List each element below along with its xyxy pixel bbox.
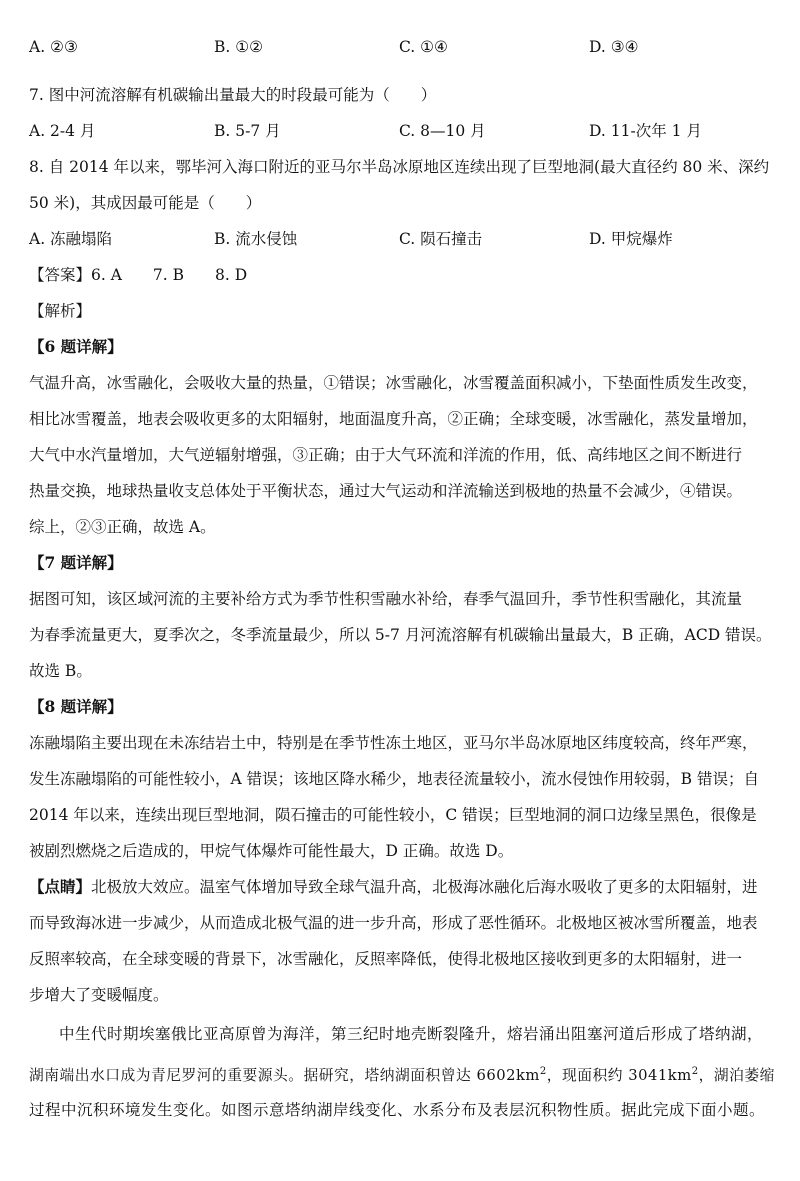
comment-label: 【点睛】 [29, 877, 92, 896]
comment-line1 [29, 876, 779, 898]
q6-option-a: A. ②③ [29, 38, 78, 56]
q7-stem: 7. 图中河流溶解有机碳输出量最大的时段最可能为（ ） [29, 86, 437, 104]
intro-line2 [29, 1061, 779, 1087]
detail8-line1: 冻融塌陷主要出现在未冻结岩土中，特别是在季节性冻土地区，亚马尔半岛冰原地区纬度较高，终年严寒， [29, 734, 758, 752]
detail7-line2: 为春季流量更大，夏季次之，冬季流量最少，所以 5-7 月河流溶解有机碳输出量最大，B 正确，ACD 错误。 [29, 626, 772, 644]
detail6-heading: 【6 题详解】 [29, 337, 123, 356]
detail6-line5: 综上，②③正确，故选 A。 [29, 518, 216, 536]
detail6-line2: 相比冰雪覆盖，地表会吸收更多的太阳辐射，地面温度升高，②正确；全球变暖，冰雪融化，蒸发量增加， [29, 410, 758, 428]
q6-option-b: B. ①② [214, 38, 264, 56]
intro-sup2: 2 [691, 1066, 699, 1077]
q8-option-d: D. 甲烷爆炸 [589, 230, 673, 248]
detail7-heading: 【7 题详解】 [29, 553, 123, 572]
q8-stem-line2: 50 米)，其成因最可能是（ ） [29, 194, 262, 212]
comment-line3: 反照率较高，在全球变暖的背景下，冰雪融化，反照率降低，使得北极地区接收到更多的太阳辐射，进一 [29, 950, 743, 968]
comment-line4: 步增大了变暖幅度。 [29, 986, 169, 1004]
intro-line1: 中生代时期埃塞俄比亚高原曾为海洋，第三纪时地壳断裂隆升，熔岩涌出阻塞河道后形成了塔纳湖， [59, 1025, 764, 1043]
intro-line2-c: ，湖泊萎缩 [698, 1066, 775, 1084]
comment-line2: 而导致海冰进一步减少，从而造成北极气温的进一步升高，形成了恶性循环。北极地区被冰雪所覆盖，地表 [29, 914, 758, 932]
detail8-heading: 【8 题详解】 [29, 697, 123, 716]
q6-option-c: C. ①④ [399, 38, 448, 56]
analysis-label: 【解析】 [29, 302, 92, 320]
answer-line [29, 264, 779, 286]
q8-stem-line1: 8. 自 2014 年以来，鄂毕河入海口附近的亚马尔半岛冰原地区连续出现了巨型地洞(最大直径约 80 米、深约 [29, 158, 770, 176]
q7-option-b: B. 5-7 月 [214, 122, 281, 140]
detail6-line3: 大气中水汽量增加，大气逆辐射增强，③正确；由于大气环流和洋流的作用，低、高纬地区之间不断进行 [29, 446, 743, 464]
detail6-line4: 热量交换，地球热量收支总体处于平衡状态，通过大气运动和洋流输送到极地的热量不会减少，④错误。 [29, 482, 743, 500]
q6-option-d: D. ③④ [589, 38, 639, 56]
detail7-line3: 故选 B。 [29, 662, 92, 680]
detail7-line1: 据图可知，该区域河流的主要补给方式为季节性积雪融水补给，春季气温回升，季节性积雪融化，其流量 [29, 590, 743, 608]
q7-option-c: C. 8—10 月 [399, 122, 486, 140]
intro-line3: 过程中沉积环境发生变化。如图示意塔纳湖岸线变化、水系分布及表层沉积物性质。据此完成下面小题。 [29, 1101, 766, 1119]
q8-option-b: B. 流水侵蚀 [214, 230, 298, 248]
q7-option-a: A. 2-4 月 [29, 122, 96, 140]
q8-option-c: C. 陨石撞击 [399, 230, 483, 248]
intro-line2-a: 湖南端出水口成为青尼罗河的重要源头。据研究，塔纳湖面积曾达 6602km [29, 1066, 540, 1084]
comment-text1: 北极放大效应。温室气体增加导致全球气温升高，北极海冰融化后海水吸收了更多的太阳辐射，进 [91, 878, 758, 896]
intro-sup1: 2 [539, 1066, 547, 1077]
answer-label: 【答案】 [29, 266, 92, 284]
detail8-line3: 2014 年以来，连续出现巨型地洞，陨石撞击的可能性较小，C 错误；巨型地洞的洞口边缘呈黑色，很像是 [29, 806, 757, 824]
detail6-line1: 气温升高，冰雪融化，会吸收大量的热量，①错误；冰雪融化，冰雪覆盖面积减小，下垫面性质发生改变， [29, 374, 758, 392]
answer-values: 6. A 7. B 8. D [91, 266, 248, 284]
detail8-line2: 发生冻融塌陷的可能性较小，A 错误；该地区降水稀少，地表径流量较小，流水侵蚀作用较弱，B 错误；自 [29, 770, 759, 788]
q8-option-a: A. 冻融塌陷 [29, 230, 113, 248]
detail8-line4: 被剧烈燃烧之后造成的，甲烷气体爆炸可能性最大，D 正确。故选 D。 [29, 842, 514, 860]
intro-line2-b: ，现面积约 3041km [546, 1066, 692, 1084]
q7-option-d: D. 11-次年 1 月 [589, 122, 702, 140]
